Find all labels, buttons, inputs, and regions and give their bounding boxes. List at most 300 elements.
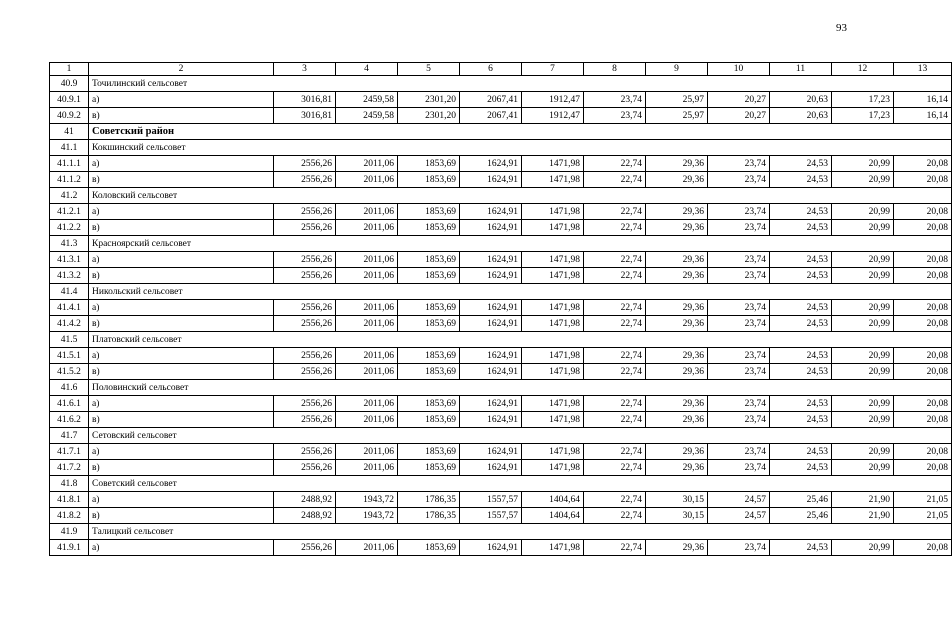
page-number: 93 <box>836 22 847 34</box>
row-label: в) <box>89 316 274 332</box>
value-cell: 20,99 <box>832 460 894 476</box>
value-cell: 20,99 <box>832 316 894 332</box>
value-cell: 29,36 <box>646 444 708 460</box>
value-cell: 2011,06 <box>336 316 398 332</box>
section-name: Талицкий сельсовет <box>89 524 952 540</box>
value-cell: 22,74 <box>584 508 646 524</box>
value-cell: 20,99 <box>832 540 894 556</box>
row-label: в) <box>89 460 274 476</box>
value-cell: 20,99 <box>832 204 894 220</box>
value-cell: 24,53 <box>770 156 832 172</box>
value-cell: 21,90 <box>832 508 894 524</box>
value-cell: 2011,06 <box>336 364 398 380</box>
value-cell: 1624,91 <box>460 412 522 428</box>
value-cell: 20,08 <box>894 364 952 380</box>
table-row <box>50 364 952 380</box>
row-label: а) <box>89 156 274 172</box>
value-cell: 20,08 <box>894 316 952 332</box>
column-number-row <box>50 63 952 76</box>
value-cell: 22,74 <box>584 252 646 268</box>
table-row <box>50 396 952 412</box>
value-cell: 23,74 <box>708 316 770 332</box>
value-cell: 1624,91 <box>460 540 522 556</box>
row-code: 41.2.2 <box>50 220 89 236</box>
value-cell: 22,74 <box>584 156 646 172</box>
value-cell: 20,99 <box>832 268 894 284</box>
value-cell: 23,74 <box>708 364 770 380</box>
value-cell: 2011,06 <box>336 444 398 460</box>
row-code: 41.9.1 <box>50 540 89 556</box>
section-row <box>50 524 952 540</box>
row-label: в) <box>89 364 274 380</box>
row-label: а) <box>89 444 274 460</box>
row-code: 41.1.2 <box>50 172 89 188</box>
row-code: 41.5.1 <box>50 348 89 364</box>
row-code: 41.2 <box>50 188 89 204</box>
row-label: а) <box>89 92 274 108</box>
value-cell: 24,53 <box>770 460 832 476</box>
row-code: 41.1.1 <box>50 156 89 172</box>
value-cell: 1471,98 <box>522 540 584 556</box>
value-cell: 1786,35 <box>398 508 460 524</box>
row-code: 41.8 <box>50 476 89 492</box>
value-cell: 20,08 <box>894 540 952 556</box>
value-cell: 20,99 <box>832 300 894 316</box>
value-cell: 20,99 <box>832 348 894 364</box>
value-cell: 20,08 <box>894 172 952 188</box>
value-cell: 2011,06 <box>336 252 398 268</box>
table-body <box>50 63 952 556</box>
value-cell: 2556,26 <box>274 252 336 268</box>
value-cell: 1557,57 <box>460 508 522 524</box>
value-cell: 1471,98 <box>522 444 584 460</box>
row-label: в) <box>89 268 274 284</box>
value-cell: 24,53 <box>770 220 832 236</box>
section-name: Половинский сельсовет <box>89 380 952 396</box>
value-cell: 1624,91 <box>460 460 522 476</box>
value-cell: 22,74 <box>584 540 646 556</box>
value-cell: 23,74 <box>708 540 770 556</box>
value-cell: 2488,92 <box>274 492 336 508</box>
value-cell: 2556,26 <box>274 204 336 220</box>
row-code: 41.1 <box>50 140 89 156</box>
value-cell: 2459,58 <box>336 92 398 108</box>
value-cell: 1853,69 <box>398 396 460 412</box>
value-cell: 20,08 <box>894 220 952 236</box>
row-label: а) <box>89 204 274 220</box>
column-number-11: 11 <box>770 63 832 76</box>
value-cell: 1912,47 <box>522 92 584 108</box>
value-cell: 20,08 <box>894 268 952 284</box>
row-code: 41.5 <box>50 332 89 348</box>
table-row <box>50 508 952 524</box>
value-cell: 1853,69 <box>398 268 460 284</box>
row-label: а) <box>89 540 274 556</box>
row-code: 41.3.2 <box>50 268 89 284</box>
value-cell: 29,36 <box>646 300 708 316</box>
column-number-12: 12 <box>832 63 894 76</box>
value-cell: 24,53 <box>770 444 832 460</box>
row-label: в) <box>89 172 274 188</box>
table-row <box>50 92 952 108</box>
value-cell: 2556,26 <box>274 268 336 284</box>
district-row <box>50 124 952 140</box>
value-cell: 2011,06 <box>336 460 398 476</box>
value-cell: 1853,69 <box>398 316 460 332</box>
value-cell: 29,36 <box>646 460 708 476</box>
value-cell: 20,08 <box>894 204 952 220</box>
table-row <box>50 220 952 236</box>
column-number-6: 6 <box>460 63 522 76</box>
value-cell: 20,63 <box>770 92 832 108</box>
value-cell: 20,99 <box>832 172 894 188</box>
value-cell: 2556,26 <box>274 300 336 316</box>
value-cell: 21,05 <box>894 508 952 524</box>
value-cell: 1943,72 <box>336 508 398 524</box>
value-cell: 1471,98 <box>522 268 584 284</box>
value-cell: 1786,35 <box>398 492 460 508</box>
column-number-1: 1 <box>50 63 89 76</box>
value-cell: 24,53 <box>770 316 832 332</box>
section-name: Сетовский сельсовет <box>89 428 952 444</box>
value-cell: 2301,20 <box>398 108 460 124</box>
value-cell: 24,53 <box>770 204 832 220</box>
value-cell: 1624,91 <box>460 172 522 188</box>
table-row <box>50 412 952 428</box>
row-code: 41.9 <box>50 524 89 540</box>
value-cell: 2067,41 <box>460 92 522 108</box>
value-cell: 23,74 <box>584 108 646 124</box>
row-label: а) <box>89 252 274 268</box>
value-cell: 1471,98 <box>522 460 584 476</box>
value-cell: 20,08 <box>894 156 952 172</box>
value-cell: 1853,69 <box>398 412 460 428</box>
value-cell: 2459,58 <box>336 108 398 124</box>
value-cell: 20,27 <box>708 92 770 108</box>
value-cell: 24,57 <box>708 492 770 508</box>
value-cell: 20,99 <box>832 252 894 268</box>
district-name: Советский район <box>89 124 952 140</box>
row-code: 41.6 <box>50 380 89 396</box>
value-cell: 2011,06 <box>336 412 398 428</box>
value-cell: 2011,06 <box>336 396 398 412</box>
row-label: в) <box>89 412 274 428</box>
column-number-13: 13 <box>894 63 952 76</box>
value-cell: 2067,41 <box>460 108 522 124</box>
value-cell: 20,99 <box>832 220 894 236</box>
value-cell: 23,74 <box>708 204 770 220</box>
value-cell: 20,08 <box>894 348 952 364</box>
value-cell: 1471,98 <box>522 396 584 412</box>
value-cell: 1853,69 <box>398 252 460 268</box>
value-cell: 2011,06 <box>336 204 398 220</box>
value-cell: 22,74 <box>584 220 646 236</box>
value-cell: 24,57 <box>708 508 770 524</box>
value-cell: 16,14 <box>894 108 952 124</box>
row-code: 41.4.1 <box>50 300 89 316</box>
table-row <box>50 268 952 284</box>
value-cell: 25,97 <box>646 92 708 108</box>
row-code: 41.2.1 <box>50 204 89 220</box>
value-cell: 22,74 <box>584 492 646 508</box>
value-cell: 29,36 <box>646 412 708 428</box>
value-cell: 2011,06 <box>336 540 398 556</box>
value-cell: 29,36 <box>646 316 708 332</box>
value-cell: 2556,26 <box>274 348 336 364</box>
row-label: в) <box>89 508 274 524</box>
value-cell: 2556,26 <box>274 156 336 172</box>
column-number-2: 2 <box>89 63 274 76</box>
value-cell: 3016,81 <box>274 108 336 124</box>
row-label: а) <box>89 300 274 316</box>
column-number-4: 4 <box>336 63 398 76</box>
value-cell: 23,74 <box>708 300 770 316</box>
value-cell: 22,74 <box>584 172 646 188</box>
value-cell: 20,99 <box>832 156 894 172</box>
value-cell: 23,74 <box>708 268 770 284</box>
value-cell: 22,74 <box>584 364 646 380</box>
value-cell: 29,36 <box>646 540 708 556</box>
table-row <box>50 348 952 364</box>
value-cell: 1404,64 <box>522 508 584 524</box>
section-row <box>50 284 952 300</box>
value-cell: 16,14 <box>894 92 952 108</box>
value-cell: 1624,91 <box>460 396 522 412</box>
value-cell: 23,74 <box>708 172 770 188</box>
row-code: 41 <box>50 124 89 140</box>
section-row <box>50 332 952 348</box>
value-cell: 1471,98 <box>522 220 584 236</box>
row-code: 41.7.1 <box>50 444 89 460</box>
section-row <box>50 380 952 396</box>
value-cell: 22,74 <box>584 396 646 412</box>
value-cell: 1853,69 <box>398 540 460 556</box>
value-cell: 2556,26 <box>274 220 336 236</box>
row-code: 41.4.2 <box>50 316 89 332</box>
value-cell: 24,53 <box>770 300 832 316</box>
value-cell: 1943,72 <box>336 492 398 508</box>
value-cell: 2011,06 <box>336 300 398 316</box>
value-cell: 29,36 <box>646 156 708 172</box>
value-cell: 24,53 <box>770 268 832 284</box>
value-cell: 20,08 <box>894 444 952 460</box>
row-code: 41.5.2 <box>50 364 89 380</box>
section-name: Точилинский сельсовет <box>89 76 952 92</box>
value-cell: 22,74 <box>584 204 646 220</box>
value-cell: 29,36 <box>646 252 708 268</box>
value-cell: 29,36 <box>646 364 708 380</box>
value-cell: 22,74 <box>584 460 646 476</box>
value-cell: 23,74 <box>708 444 770 460</box>
row-label: а) <box>89 396 274 412</box>
value-cell: 1853,69 <box>398 172 460 188</box>
row-code: 40.9.2 <box>50 108 89 124</box>
section-row <box>50 76 952 92</box>
value-cell: 22,74 <box>584 348 646 364</box>
table-row <box>50 460 952 476</box>
section-row <box>50 236 952 252</box>
row-code: 41.8.1 <box>50 492 89 508</box>
value-cell: 24,53 <box>770 396 832 412</box>
value-cell: 1853,69 <box>398 204 460 220</box>
value-cell: 1471,98 <box>522 204 584 220</box>
value-cell: 20,08 <box>894 252 952 268</box>
value-cell: 21,05 <box>894 492 952 508</box>
value-cell: 1471,98 <box>522 252 584 268</box>
row-label: в) <box>89 108 274 124</box>
value-cell: 20,99 <box>832 444 894 460</box>
value-cell: 22,74 <box>584 316 646 332</box>
table-row <box>50 492 952 508</box>
value-cell: 1624,91 <box>460 204 522 220</box>
value-cell: 1471,98 <box>522 300 584 316</box>
table-row <box>50 316 952 332</box>
row-code: 41.3.1 <box>50 252 89 268</box>
value-cell: 23,74 <box>708 460 770 476</box>
value-cell: 1624,91 <box>460 348 522 364</box>
value-cell: 20,08 <box>894 412 952 428</box>
tariff-table <box>49 62 952 556</box>
value-cell: 25,46 <box>770 508 832 524</box>
value-cell: 1624,91 <box>460 156 522 172</box>
value-cell: 2556,26 <box>274 460 336 476</box>
value-cell: 24,53 <box>770 540 832 556</box>
column-number-8: 8 <box>584 63 646 76</box>
value-cell: 2011,06 <box>336 172 398 188</box>
section-name: Кокшинский сельсовет <box>89 140 952 156</box>
value-cell: 20,99 <box>832 412 894 428</box>
table-row <box>50 540 952 556</box>
value-cell: 2488,92 <box>274 508 336 524</box>
value-cell: 20,63 <box>770 108 832 124</box>
value-cell: 3016,81 <box>274 92 336 108</box>
row-label: а) <box>89 492 274 508</box>
value-cell: 1471,98 <box>522 412 584 428</box>
table-row <box>50 156 952 172</box>
row-code: 41.3 <box>50 236 89 252</box>
table-row <box>50 252 952 268</box>
value-cell: 23,74 <box>584 92 646 108</box>
table-row <box>50 108 952 124</box>
value-cell: 2011,06 <box>336 156 398 172</box>
value-cell: 29,36 <box>646 396 708 412</box>
value-cell: 23,74 <box>708 348 770 364</box>
value-cell: 24,53 <box>770 252 832 268</box>
value-cell: 29,36 <box>646 268 708 284</box>
row-code: 41.6.2 <box>50 412 89 428</box>
table-row <box>50 300 952 316</box>
value-cell: 24,53 <box>770 172 832 188</box>
value-cell: 20,08 <box>894 300 952 316</box>
value-cell: 2556,26 <box>274 172 336 188</box>
value-cell: 25,97 <box>646 108 708 124</box>
value-cell: 2011,06 <box>336 268 398 284</box>
value-cell: 1624,91 <box>460 364 522 380</box>
value-cell: 25,46 <box>770 492 832 508</box>
value-cell: 29,36 <box>646 172 708 188</box>
value-cell: 22,74 <box>584 300 646 316</box>
value-cell: 2556,26 <box>274 540 336 556</box>
value-cell: 24,53 <box>770 348 832 364</box>
value-cell: 1853,69 <box>398 364 460 380</box>
value-cell: 20,08 <box>894 460 952 476</box>
value-cell: 29,36 <box>646 348 708 364</box>
value-cell: 2556,26 <box>274 396 336 412</box>
value-cell: 1624,91 <box>460 444 522 460</box>
value-cell: 2011,06 <box>336 220 398 236</box>
value-cell: 1853,69 <box>398 156 460 172</box>
row-code: 41.8.2 <box>50 508 89 524</box>
value-cell: 20,08 <box>894 396 952 412</box>
value-cell: 1471,98 <box>522 156 584 172</box>
value-cell: 23,74 <box>708 412 770 428</box>
section-row <box>50 476 952 492</box>
column-number-7: 7 <box>522 63 584 76</box>
value-cell: 2556,26 <box>274 412 336 428</box>
section-name: Советский сельсовет <box>89 476 952 492</box>
value-cell: 23,74 <box>708 220 770 236</box>
column-number-10: 10 <box>708 63 770 76</box>
value-cell: 20,99 <box>832 396 894 412</box>
value-cell: 24,53 <box>770 364 832 380</box>
table-row <box>50 444 952 460</box>
value-cell: 22,74 <box>584 412 646 428</box>
row-code: 41.7.2 <box>50 460 89 476</box>
value-cell: 1853,69 <box>398 444 460 460</box>
value-cell: 17,23 <box>832 108 894 124</box>
section-name: Коловский сельсовет <box>89 188 952 204</box>
row-code: 41.4 <box>50 284 89 300</box>
value-cell: 1624,91 <box>460 316 522 332</box>
row-code: 40.9.1 <box>50 92 89 108</box>
value-cell: 1404,64 <box>522 492 584 508</box>
section-row <box>50 140 952 156</box>
row-code: 40.9 <box>50 76 89 92</box>
value-cell: 1471,98 <box>522 172 584 188</box>
column-number-5: 5 <box>398 63 460 76</box>
section-row <box>50 188 952 204</box>
value-cell: 24,53 <box>770 412 832 428</box>
section-name: Никольский сельсовет <box>89 284 952 300</box>
value-cell: 29,36 <box>646 220 708 236</box>
section-name: Платовский сельсовет <box>89 332 952 348</box>
row-code: 41.6.1 <box>50 396 89 412</box>
value-cell: 20,99 <box>832 364 894 380</box>
table-row <box>50 172 952 188</box>
value-cell: 22,74 <box>584 268 646 284</box>
value-cell: 2301,20 <box>398 92 460 108</box>
value-cell: 1624,91 <box>460 300 522 316</box>
value-cell: 1853,69 <box>398 348 460 364</box>
value-cell: 23,74 <box>708 396 770 412</box>
value-cell: 30,15 <box>646 508 708 524</box>
value-cell: 1853,69 <box>398 460 460 476</box>
value-cell: 1624,91 <box>460 252 522 268</box>
row-label: а) <box>89 348 274 364</box>
value-cell: 23,74 <box>708 252 770 268</box>
value-cell: 2556,26 <box>274 444 336 460</box>
value-cell: 1624,91 <box>460 220 522 236</box>
table-row <box>50 204 952 220</box>
value-cell: 1853,69 <box>398 220 460 236</box>
value-cell: 22,74 <box>584 444 646 460</box>
value-cell: 1624,91 <box>460 268 522 284</box>
value-cell: 30,15 <box>646 492 708 508</box>
value-cell: 17,23 <box>832 92 894 108</box>
section-name: Красноярский сельсовет <box>89 236 952 252</box>
value-cell: 29,36 <box>646 204 708 220</box>
value-cell: 1853,69 <box>398 300 460 316</box>
